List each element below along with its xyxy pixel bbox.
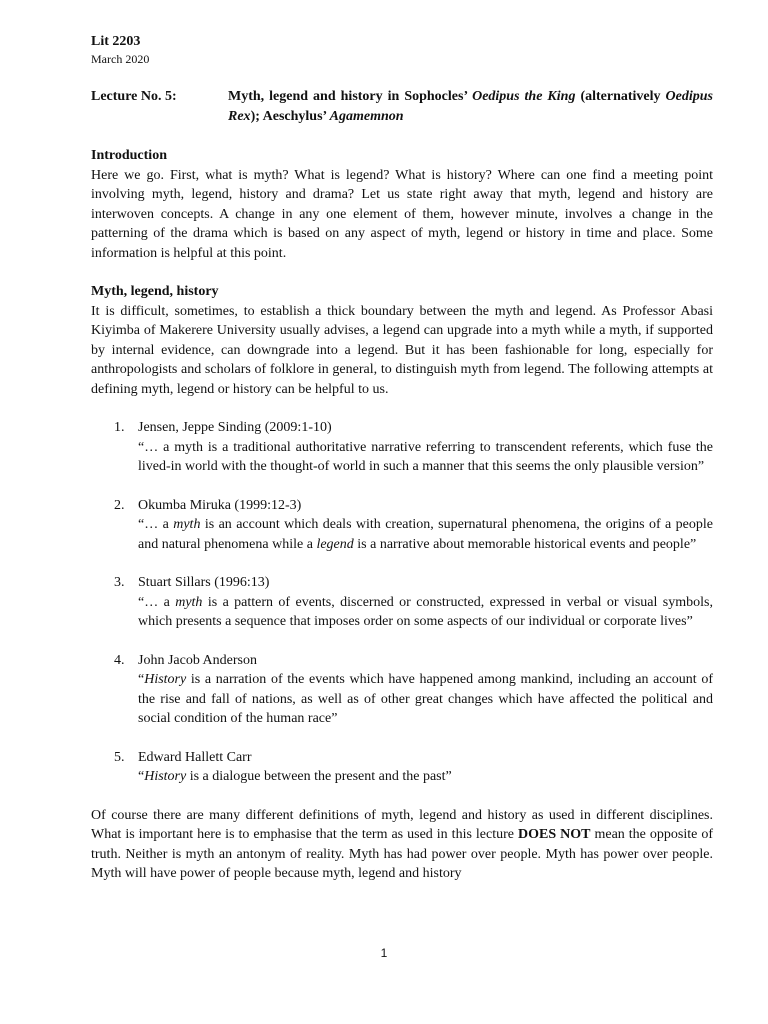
item-number: 1. [114, 420, 125, 435]
item-quote: “… a myth is a pattern of events, discerned or constructed, expressed in verbal or visual symbols, which presents a sequence that imposes order on some aspects of our individual or corporate lives” [138, 594, 713, 629]
lecture-title [228, 87, 713, 127]
intro-heading: Introduction [91, 148, 167, 163]
section-heading: Myth, legend, history [91, 284, 219, 299]
lecture-heading [91, 87, 713, 127]
item-source: John Jacob Anderson [138, 652, 257, 668]
title-part-italic: Agamemnon [329, 109, 404, 124]
list-item [91, 418, 713, 477]
item-quote: “… a myth is a traditional authoritative narrative referring to transcendent referents, which fuse the lived-in world with the thought-of world in such a manner that this seems the only plausible version” [138, 439, 713, 474]
list-item [91, 748, 713, 787]
item-quote: “History is a dialogue between the present and the past” [138, 769, 452, 784]
item-number: 2. [114, 497, 125, 513]
item-source: Jensen, Jeppe Sinding (2009:1-10) [138, 420, 332, 435]
list-item [91, 651, 713, 729]
lecture-number: Lecture No. 5: [91, 89, 177, 104]
item-source: Edward Hallett Carr [138, 749, 252, 765]
title-part: (alternatively [575, 89, 666, 104]
document-date: March 2020 [91, 52, 150, 66]
course-code: Lit 2203 [91, 34, 141, 49]
title-part-italic: Oedipus the King [472, 89, 576, 104]
page-number: 1 [380, 946, 388, 960]
document-page [91, 33, 713, 884]
list-item [91, 496, 713, 555]
item-source: Stuart Sillars (1996:13) [138, 575, 270, 590]
list-item [91, 573, 713, 632]
title-part-italic: Oedipus Rex [228, 89, 713, 124]
definitions-list [91, 418, 713, 787]
section-paragraph: It is difficult, sometimes, to establish a thick boundary between the myth and legend. As Professor Abasi Kiyimba of Makerere University usually advises, a legend can upgrade into a myth while a myth, if supported by internal evidence, can downgrade into a legend. But it has been fashionable for long, especially for anthropologists and scholars of folklore in general, to distinguish myth from legend. The following attempts at defining myth, legend or history can be helpful to us. [91, 303, 713, 397]
emphasis-text: DOES NOT [518, 827, 591, 842]
title-part: ); Aeschylus’ [250, 109, 330, 124]
closing-paragraph: Of course there are many different definitions of myth, legend and history as used in different disciplines. What is important here is to emphasise that the term as used in this lecture DOES NOT mean the opposite of truth. Neither is myth an antonym of reality. Myth has had power over people. Myth has power over people. Myth will have power of people because myth, legend and history [91, 807, 713, 881]
item-quote: “… a myth is an account which deals with creation, supernatural phenomena, the origins of a people and natural phenomena while a legend is a narrative about memorable historical events and people” [138, 517, 713, 552]
title-part: Myth, legend and history in Sophocles’ [228, 89, 473, 104]
item-quote: “History is a narration of the events which have happened among mankind, including an account of the rise and fall of nations, as well as of other great changes which have affected the political and social condition of the human race” [138, 672, 713, 726]
item-number: 4. [114, 652, 125, 668]
intro-paragraph: Here we go. First, what is myth? What is legend? What is history? Where can one find a meeting point involving myth, legend, history and drama? Let us state right away that myth, legend and history are interwoven concepts. A change in any one element of them, however minute, involves a change in the patterning of the drama which is based on any aspect of myth, legend or history in time and place. Some information is helpful at this point. [91, 167, 713, 261]
item-number: 5. [114, 749, 125, 765]
item-source: Okumba Miruka (1999:12-3) [138, 497, 302, 513]
item-number: 3. [114, 575, 125, 590]
